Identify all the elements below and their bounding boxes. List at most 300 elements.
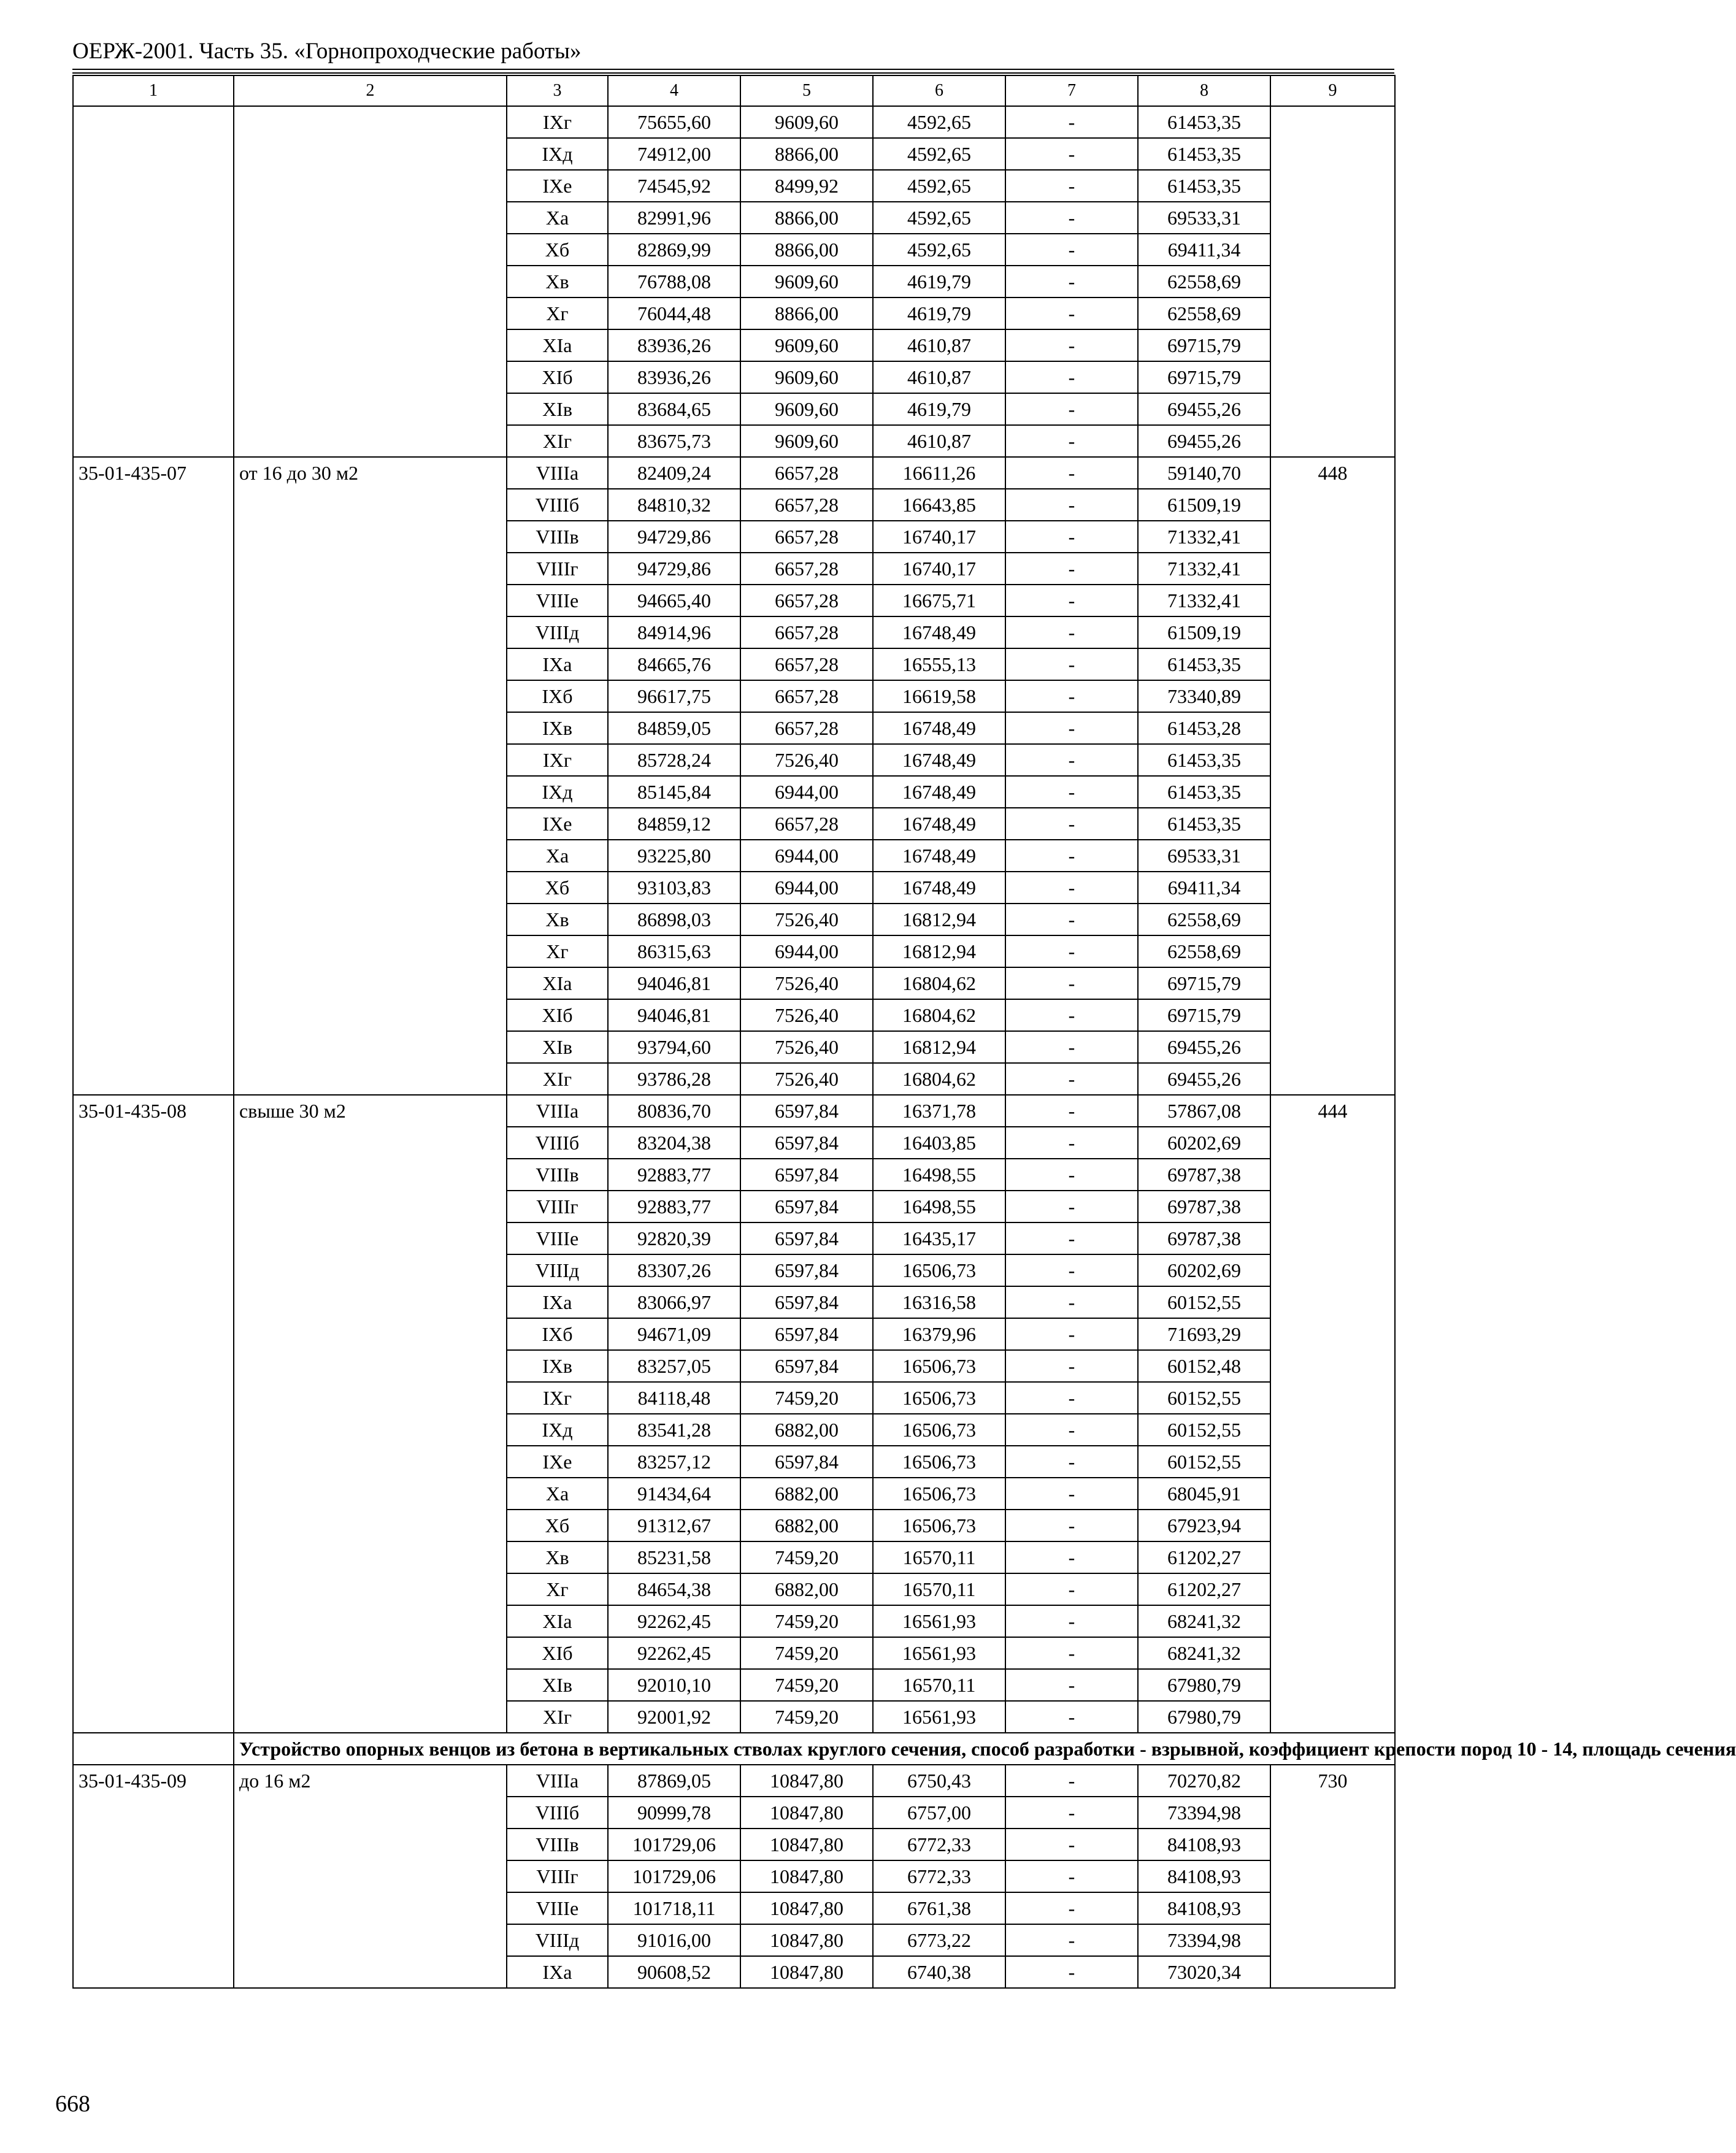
value-cell: - <box>1005 553 1138 585</box>
value-cell: 16804,62 <box>873 967 1005 999</box>
value-cell: VIIIб <box>507 1127 608 1159</box>
value-cell: 68241,32 <box>1138 1605 1270 1637</box>
value-cell: 16748,49 <box>873 744 1005 776</box>
value-cell: 69533,31 <box>1138 202 1270 234</box>
value-cell: 10847,80 <box>740 1797 873 1829</box>
value-cell: 6657,28 <box>740 680 873 712</box>
value-cell: 69455,26 <box>1138 425 1270 457</box>
resource-cell: 730 <box>1270 1765 1395 1988</box>
value-cell: 6597,84 <box>740 1446 873 1478</box>
value-cell: 16740,17 <box>873 553 1005 585</box>
description-cell: свыше 30 м2 <box>234 1095 507 1733</box>
value-cell: XIб <box>507 999 608 1031</box>
value-cell: 69533,31 <box>1138 840 1270 872</box>
column-number-cell: 8 <box>1138 75 1270 106</box>
value-cell: 7526,40 <box>740 744 873 776</box>
value-cell: - <box>1005 1222 1138 1254</box>
value-cell: 94729,86 <box>608 553 740 585</box>
value-cell: - <box>1005 1350 1138 1382</box>
value-cell: 86315,63 <box>608 935 740 967</box>
value-cell: 16748,49 <box>873 872 1005 904</box>
value-cell: 74912,00 <box>608 138 740 170</box>
value-cell: 101718,11 <box>608 1892 740 1924</box>
value-cell: 4610,87 <box>873 361 1005 393</box>
section-heading-spacer <box>73 1733 234 1765</box>
value-cell: 7526,40 <box>740 967 873 999</box>
value-cell: - <box>1005 1031 1138 1063</box>
value-cell: 92001,92 <box>608 1701 740 1733</box>
value-cell: 83675,73 <box>608 425 740 457</box>
table-row <box>73 106 1395 138</box>
value-cell: - <box>1005 872 1138 904</box>
value-cell: 16506,73 <box>873 1350 1005 1382</box>
value-cell: 10847,80 <box>740 1860 873 1892</box>
value-cell: 61453,35 <box>1138 106 1270 138</box>
value-cell: 91016,00 <box>608 1924 740 1956</box>
value-cell: - <box>1005 1797 1138 1829</box>
value-cell: 6772,33 <box>873 1860 1005 1892</box>
value-cell: - <box>1005 1765 1138 1797</box>
value-cell: - <box>1005 1510 1138 1541</box>
value-cell: 10847,80 <box>740 1956 873 1988</box>
value-cell: - <box>1005 202 1138 234</box>
value-cell: 16506,73 <box>873 1254 1005 1286</box>
value-cell: 93225,80 <box>608 840 740 872</box>
value-cell: 69455,26 <box>1138 1031 1270 1063</box>
value-cell: 101729,06 <box>608 1860 740 1892</box>
value-cell: 93786,28 <box>608 1063 740 1095</box>
value-cell: - <box>1005 1892 1138 1924</box>
value-cell: 16812,94 <box>873 904 1005 935</box>
value-cell: 6773,22 <box>873 1924 1005 1956</box>
value-cell: 16643,85 <box>873 489 1005 521</box>
value-cell: 16748,49 <box>873 712 1005 744</box>
value-cell: XIа <box>507 967 608 999</box>
value-cell: 61453,35 <box>1138 776 1270 808</box>
value-cell: - <box>1005 329 1138 361</box>
value-cell: 83541,28 <box>608 1414 740 1446</box>
value-cell: 6944,00 <box>740 840 873 872</box>
value-cell: - <box>1005 1637 1138 1669</box>
value-cell: 6597,84 <box>740 1127 873 1159</box>
value-cell: 84108,93 <box>1138 1829 1270 1860</box>
value-cell: 61509,19 <box>1138 616 1270 648</box>
resource-cell: 444 <box>1270 1095 1395 1733</box>
value-cell: 73020,34 <box>1138 1956 1270 1988</box>
value-cell: 6882,00 <box>740 1414 873 1446</box>
value-cell: 93794,60 <box>608 1031 740 1063</box>
value-cell: VIIIг <box>507 553 608 585</box>
value-cell: 7459,20 <box>740 1669 873 1701</box>
value-cell: XIв <box>507 393 608 425</box>
value-cell: IXд <box>507 138 608 170</box>
value-cell: 16748,49 <box>873 840 1005 872</box>
value-cell: 62558,69 <box>1138 297 1270 329</box>
value-cell: 94729,86 <box>608 521 740 553</box>
value-cell: 73394,98 <box>1138 1924 1270 1956</box>
description-cell: от 16 до 30 м2 <box>234 457 507 1095</box>
value-cell: IXа <box>507 1286 608 1318</box>
value-cell: 6882,00 <box>740 1478 873 1510</box>
value-cell: 60202,69 <box>1138 1254 1270 1286</box>
value-cell: 83204,38 <box>608 1127 740 1159</box>
value-cell: 93103,83 <box>608 872 740 904</box>
value-cell: IXг <box>507 106 608 138</box>
value-cell: 76788,08 <box>608 266 740 297</box>
value-cell: 92010,10 <box>608 1669 740 1701</box>
value-cell: - <box>1005 680 1138 712</box>
value-cell: 67980,79 <box>1138 1669 1270 1701</box>
value-cell: 16561,93 <box>873 1701 1005 1733</box>
header-rule <box>72 69 1394 70</box>
value-cell: 84914,96 <box>608 616 740 648</box>
value-cell: 68045,91 <box>1138 1478 1270 1510</box>
value-cell: - <box>1005 1478 1138 1510</box>
value-cell: 69787,38 <box>1138 1191 1270 1222</box>
value-cell: 76044,48 <box>608 297 740 329</box>
value-cell: 6882,00 <box>740 1573 873 1605</box>
value-cell: 69715,79 <box>1138 329 1270 361</box>
value-cell: 7459,20 <box>740 1701 873 1733</box>
column-number-cell: 7 <box>1005 75 1138 106</box>
column-number-cell: 1 <box>73 75 234 106</box>
value-cell: 16555,13 <box>873 648 1005 680</box>
value-cell: 16506,73 <box>873 1510 1005 1541</box>
value-cell: VIIIг <box>507 1860 608 1892</box>
value-cell: 6657,28 <box>740 585 873 616</box>
value-cell: 83066,97 <box>608 1286 740 1318</box>
value-cell: 91312,67 <box>608 1510 740 1541</box>
value-cell: - <box>1005 1159 1138 1191</box>
value-cell: Xб <box>507 234 608 266</box>
value-cell: 8866,00 <box>740 234 873 266</box>
value-cell: 84810,32 <box>608 489 740 521</box>
value-cell: 85231,58 <box>608 1541 740 1573</box>
value-cell: 16506,73 <box>873 1446 1005 1478</box>
value-cell: 4592,65 <box>873 202 1005 234</box>
column-number-cell: 2 <box>234 75 507 106</box>
value-cell: 16611,26 <box>873 457 1005 489</box>
value-cell: 6761,38 <box>873 1892 1005 1924</box>
column-number-cell: 9 <box>1270 75 1395 106</box>
value-cell: 91434,64 <box>608 1478 740 1510</box>
value-cell: 16570,11 <box>873 1541 1005 1573</box>
value-cell: 9609,60 <box>740 329 873 361</box>
value-cell: XIа <box>507 329 608 361</box>
value-cell: 8499,92 <box>740 170 873 202</box>
value-cell: 16748,49 <box>873 616 1005 648</box>
value-cell: 61453,35 <box>1138 808 1270 840</box>
value-cell: 9609,60 <box>740 425 873 457</box>
value-cell: - <box>1005 999 1138 1031</box>
value-cell: 6657,28 <box>740 521 873 553</box>
value-cell: 16371,78 <box>873 1095 1005 1127</box>
value-cell: 16506,73 <box>873 1382 1005 1414</box>
value-cell: 96617,75 <box>608 680 740 712</box>
value-cell: 10847,80 <box>740 1829 873 1860</box>
value-cell: 61202,27 <box>1138 1541 1270 1573</box>
value-cell: - <box>1005 1318 1138 1350</box>
value-cell: - <box>1005 138 1138 170</box>
value-cell: - <box>1005 648 1138 680</box>
value-cell: 84654,38 <box>608 1573 740 1605</box>
table-row <box>73 1095 1395 1127</box>
value-cell: 16498,55 <box>873 1191 1005 1222</box>
value-cell: 4610,87 <box>873 425 1005 457</box>
value-cell: 7459,20 <box>740 1605 873 1637</box>
value-cell: 83257,05 <box>608 1350 740 1382</box>
value-cell: IXе <box>507 170 608 202</box>
value-cell: - <box>1005 808 1138 840</box>
value-cell: - <box>1005 1191 1138 1222</box>
value-cell: 67980,79 <box>1138 1701 1270 1733</box>
value-cell: 59140,70 <box>1138 457 1270 489</box>
value-cell: - <box>1005 1254 1138 1286</box>
value-cell: 60152,48 <box>1138 1350 1270 1382</box>
value-cell: IXе <box>507 1446 608 1478</box>
value-cell: IXе <box>507 808 608 840</box>
value-cell: 83307,26 <box>608 1254 740 1286</box>
value-cell: 90608,52 <box>608 1956 740 1988</box>
resource-cell <box>1270 106 1395 457</box>
value-cell: 16675,71 <box>873 585 1005 616</box>
value-cell: 6597,84 <box>740 1159 873 1191</box>
value-cell: 83936,26 <box>608 329 740 361</box>
value-cell: 6657,28 <box>740 553 873 585</box>
value-cell: 16379,96 <box>873 1318 1005 1350</box>
value-cell: 9609,60 <box>740 266 873 297</box>
value-cell: 71332,41 <box>1138 553 1270 585</box>
value-cell: 84108,93 <box>1138 1860 1270 1892</box>
value-cell: 62558,69 <box>1138 935 1270 967</box>
value-cell: 6597,84 <box>740 1191 873 1222</box>
value-cell: 6657,28 <box>740 457 873 489</box>
value-cell: IXг <box>507 1382 608 1414</box>
value-cell: 60152,55 <box>1138 1414 1270 1446</box>
value-cell: 85145,84 <box>608 776 740 808</box>
value-cell: 4619,79 <box>873 297 1005 329</box>
value-cell: 94665,40 <box>608 585 740 616</box>
value-cell: 61509,19 <box>1138 489 1270 521</box>
value-cell: Xа <box>507 202 608 234</box>
value-cell: 69411,34 <box>1138 872 1270 904</box>
value-cell: 6657,28 <box>740 648 873 680</box>
value-cell: 92820,39 <box>608 1222 740 1254</box>
value-cell: 82869,99 <box>608 234 740 266</box>
value-cell: - <box>1005 776 1138 808</box>
value-cell: 62558,69 <box>1138 904 1270 935</box>
value-cell: - <box>1005 967 1138 999</box>
column-number-row <box>73 75 1395 106</box>
value-cell: - <box>1005 457 1138 489</box>
value-cell: 16506,73 <box>873 1414 1005 1446</box>
value-cell: 87869,05 <box>608 1765 740 1797</box>
value-cell: - <box>1005 1446 1138 1478</box>
value-cell: 69411,34 <box>1138 234 1270 266</box>
column-number-cell: 6 <box>873 75 1005 106</box>
value-cell: - <box>1005 1541 1138 1573</box>
column-number-cell: 5 <box>740 75 873 106</box>
value-cell: 6657,28 <box>740 616 873 648</box>
value-cell: 69715,79 <box>1138 967 1270 999</box>
value-cell: IXг <box>507 744 608 776</box>
value-cell: 92262,45 <box>608 1605 740 1637</box>
value-cell: 74545,92 <box>608 170 740 202</box>
value-cell: 6657,28 <box>740 489 873 521</box>
value-cell: - <box>1005 266 1138 297</box>
value-cell: 16804,62 <box>873 999 1005 1031</box>
value-cell: 9609,60 <box>740 106 873 138</box>
value-cell: 6657,28 <box>740 808 873 840</box>
value-cell: 92883,77 <box>608 1191 740 1222</box>
value-cell: - <box>1005 1095 1138 1127</box>
value-cell: 4592,65 <box>873 234 1005 266</box>
value-cell: 69715,79 <box>1138 999 1270 1031</box>
value-cell: VIIIд <box>507 616 608 648</box>
value-cell: 6772,33 <box>873 1829 1005 1860</box>
value-cell: 6657,28 <box>740 712 873 744</box>
value-cell: 16570,11 <box>873 1669 1005 1701</box>
value-cell: 94046,81 <box>608 999 740 1031</box>
value-cell: 6750,43 <box>873 1765 1005 1797</box>
value-cell: 16619,58 <box>873 680 1005 712</box>
value-cell: 8866,00 <box>740 297 873 329</box>
value-cell: 61453,35 <box>1138 170 1270 202</box>
value-cell: - <box>1005 904 1138 935</box>
value-cell: 4592,65 <box>873 106 1005 138</box>
value-cell: 69787,38 <box>1138 1159 1270 1191</box>
value-cell: VIIIв <box>507 521 608 553</box>
value-cell: - <box>1005 1286 1138 1318</box>
value-cell: - <box>1005 361 1138 393</box>
value-cell: 6882,00 <box>740 1510 873 1541</box>
value-cell: XIв <box>507 1669 608 1701</box>
value-cell: 6597,84 <box>740 1286 873 1318</box>
value-cell: VIIIа <box>507 457 608 489</box>
value-cell: 9609,60 <box>740 393 873 425</box>
value-cell: 6740,38 <box>873 1956 1005 1988</box>
column-number-cell: 4 <box>608 75 740 106</box>
value-cell: VIIIб <box>507 1797 608 1829</box>
code-cell: 35-01-435-09 <box>73 1765 234 1988</box>
value-cell: IXв <box>507 712 608 744</box>
value-cell: - <box>1005 1701 1138 1733</box>
value-cell: 71693,29 <box>1138 1318 1270 1350</box>
value-cell: 6944,00 <box>740 935 873 967</box>
table-body <box>73 75 1736 1988</box>
value-cell: IXд <box>507 776 608 808</box>
value-cell: VIIIе <box>507 585 608 616</box>
value-cell: Xв <box>507 1541 608 1573</box>
value-cell: - <box>1005 1573 1138 1605</box>
value-cell: Xг <box>507 1573 608 1605</box>
value-cell: Xа <box>507 840 608 872</box>
value-cell: - <box>1005 1829 1138 1860</box>
value-cell: 80836,70 <box>608 1095 740 1127</box>
value-cell: 16748,49 <box>873 808 1005 840</box>
value-cell: 83936,26 <box>608 361 740 393</box>
value-cell: - <box>1005 234 1138 266</box>
value-cell: VIIIв <box>507 1159 608 1191</box>
value-cell: IXб <box>507 680 608 712</box>
value-cell: 16561,93 <box>873 1637 1005 1669</box>
value-cell: - <box>1005 840 1138 872</box>
value-cell: 84118,48 <box>608 1382 740 1414</box>
value-cell: 84859,05 <box>608 712 740 744</box>
value-cell: 94046,81 <box>608 967 740 999</box>
value-cell: 70270,82 <box>1138 1765 1270 1797</box>
value-cell: 82991,96 <box>608 202 740 234</box>
value-cell: - <box>1005 1127 1138 1159</box>
value-cell: XIг <box>507 1063 608 1095</box>
value-cell: 67923,94 <box>1138 1510 1270 1541</box>
value-cell: 61202,27 <box>1138 1573 1270 1605</box>
section-heading-row <box>73 1733 1395 1765</box>
value-cell: 4592,65 <box>873 138 1005 170</box>
value-cell: VIIIе <box>507 1892 608 1924</box>
value-cell: 16570,11 <box>873 1573 1005 1605</box>
value-cell: - <box>1005 712 1138 744</box>
value-cell: 94671,09 <box>608 1318 740 1350</box>
resource-cell: 448 <box>1270 457 1395 1095</box>
value-cell: 10847,80 <box>740 1765 873 1797</box>
value-cell: - <box>1005 393 1138 425</box>
value-cell: 16804,62 <box>873 1063 1005 1095</box>
value-cell: 92883,77 <box>608 1159 740 1191</box>
value-cell: - <box>1005 106 1138 138</box>
value-cell: VIIIв <box>507 1829 608 1860</box>
value-cell: - <box>1005 1414 1138 1446</box>
value-cell: 7526,40 <box>740 999 873 1031</box>
value-cell: 85728,24 <box>608 744 740 776</box>
value-cell: 7459,20 <box>740 1541 873 1573</box>
value-cell: - <box>1005 1956 1138 1988</box>
value-cell: 62558,69 <box>1138 266 1270 297</box>
table-row <box>73 457 1395 489</box>
description-cell <box>234 106 507 457</box>
value-cell: 6597,84 <box>740 1095 873 1127</box>
value-cell: 16812,94 <box>873 1031 1005 1063</box>
value-cell: 60152,55 <box>1138 1382 1270 1414</box>
value-cell: 10847,80 <box>740 1924 873 1956</box>
value-cell: 7526,40 <box>740 904 873 935</box>
value-cell: 90999,78 <box>608 1797 740 1829</box>
code-cell: 35-01-435-08 <box>73 1095 234 1733</box>
value-cell: - <box>1005 297 1138 329</box>
value-cell: 60202,69 <box>1138 1127 1270 1159</box>
value-cell: XIг <box>507 425 608 457</box>
value-cell: - <box>1005 521 1138 553</box>
value-cell: 6597,84 <box>740 1254 873 1286</box>
value-cell: 75655,60 <box>608 106 740 138</box>
value-cell: XIб <box>507 1637 608 1669</box>
value-cell: 69455,26 <box>1138 1063 1270 1095</box>
value-cell: 16812,94 <box>873 935 1005 967</box>
value-cell: XIв <box>507 1031 608 1063</box>
value-cell: VIIIа <box>507 1765 608 1797</box>
value-cell: 84665,76 <box>608 648 740 680</box>
column-number-cell: 3 <box>507 75 608 106</box>
code-cell: 35-01-435-07 <box>73 457 234 1095</box>
value-cell: IXд <box>507 1414 608 1446</box>
value-cell: 7526,40 <box>740 1031 873 1063</box>
value-cell: 71332,41 <box>1138 521 1270 553</box>
value-cell: - <box>1005 616 1138 648</box>
value-cell: IXв <box>507 1350 608 1382</box>
value-cell: 4592,65 <box>873 170 1005 202</box>
value-cell: - <box>1005 935 1138 967</box>
table-row <box>73 1765 1395 1797</box>
